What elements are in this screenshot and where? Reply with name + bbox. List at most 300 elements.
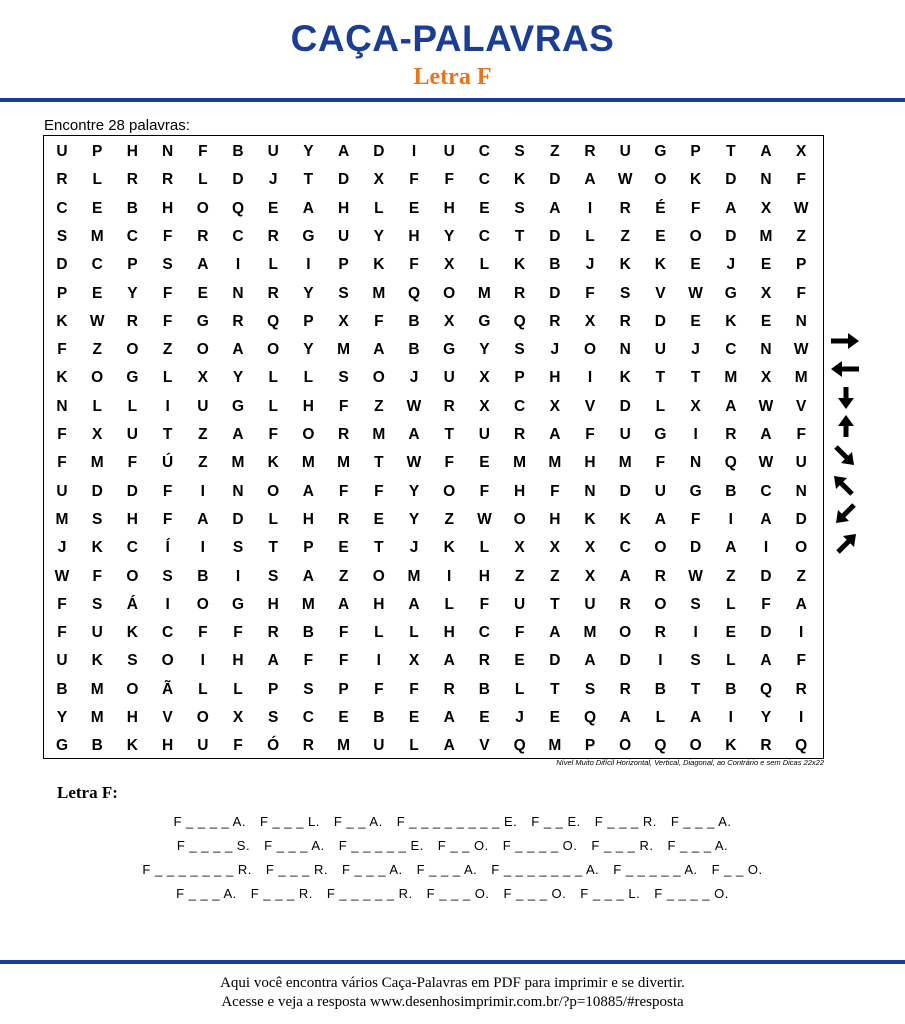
grid-letter: D bbox=[725, 171, 737, 189]
grid-letter: D bbox=[56, 256, 68, 274]
grid-letter: F bbox=[303, 652, 314, 670]
grid-letter: E bbox=[338, 539, 349, 557]
grid-letter: K bbox=[443, 539, 455, 557]
grid-letter: U bbox=[654, 341, 666, 359]
grid-letter: L bbox=[655, 709, 666, 726]
clue-word: F _ _ _ L. bbox=[259, 814, 320, 829]
grid-letter: X bbox=[373, 171, 384, 189]
grid-letter: L bbox=[479, 256, 490, 274]
clue-word: F _ _ _ _ O. bbox=[502, 838, 578, 853]
clue-word: F _ _ O. bbox=[711, 862, 763, 877]
grid-letter: K bbox=[689, 171, 702, 189]
grid-letter: E bbox=[655, 227, 666, 245]
grid-letter: L bbox=[585, 227, 595, 245]
grid-letter: R bbox=[619, 595, 631, 613]
word-search-grid bbox=[43, 135, 824, 759]
arrow-up-right-icon bbox=[828, 531, 862, 555]
grid-letter: S bbox=[584, 680, 596, 698]
grid-letter: P bbox=[690, 143, 701, 160]
clue-word: F _ _ _ R. bbox=[594, 814, 657, 829]
grid-letter: D bbox=[91, 482, 103, 500]
grid-letter: L bbox=[514, 680, 525, 698]
grid-letter: S bbox=[162, 567, 173, 585]
grid-letter: B bbox=[232, 143, 244, 160]
grid-letter: Q bbox=[724, 454, 737, 472]
clue-line bbox=[0, 858, 905, 882]
grid-letter: T bbox=[690, 680, 701, 698]
grid-letter: K bbox=[56, 312, 68, 330]
grid-letter: I bbox=[200, 652, 205, 670]
grid-letter: M bbox=[55, 510, 69, 528]
grid-letter: Y bbox=[56, 709, 68, 726]
grid-letter: S bbox=[620, 284, 631, 302]
clue-word: F _ _ _ A. bbox=[416, 862, 478, 877]
grid-letter: X bbox=[92, 426, 103, 443]
grid-letter: A bbox=[302, 567, 314, 585]
grid-letter: D bbox=[760, 624, 772, 642]
arrow-left-icon bbox=[828, 357, 862, 381]
grid-letter: X bbox=[796, 143, 807, 160]
grid-letter: V bbox=[584, 397, 596, 415]
grid-letter: E bbox=[408, 709, 420, 726]
grid-letter: N bbox=[232, 284, 244, 302]
grid-letter: K bbox=[513, 171, 526, 189]
grid-letter: O bbox=[91, 369, 104, 387]
grid-letter: C bbox=[513, 397, 526, 415]
clue-word: F _ _ _ O. bbox=[426, 886, 490, 901]
grid-letter: G bbox=[478, 312, 491, 330]
grid-letter: N bbox=[795, 482, 807, 500]
grid-letter: M bbox=[337, 454, 351, 472]
grid-letter: M bbox=[583, 624, 597, 642]
grid-letter: N bbox=[760, 171, 772, 189]
grid-letter: A bbox=[302, 199, 314, 217]
grid-letter: U bbox=[126, 426, 138, 443]
grid-letter: Y bbox=[303, 143, 314, 160]
grid-letter: I bbox=[587, 369, 593, 387]
grid-letter: F bbox=[409, 680, 419, 698]
grid-letter: Q bbox=[795, 737, 808, 755]
grid-letter: G bbox=[302, 227, 315, 245]
grid-letter: T bbox=[514, 227, 525, 245]
grid-letter: J bbox=[409, 539, 419, 557]
grid-letter: S bbox=[268, 709, 279, 726]
grid-letter: I bbox=[235, 256, 241, 274]
grid-letter: D bbox=[795, 510, 807, 528]
grid-letter: Z bbox=[620, 227, 630, 245]
grid-letter: I bbox=[200, 539, 205, 557]
grid-letter: I bbox=[728, 510, 733, 528]
grid-letter: A bbox=[197, 510, 209, 528]
grid-letter: P bbox=[338, 680, 349, 698]
grid-letter: É bbox=[655, 199, 666, 217]
grid-letter: A bbox=[619, 567, 631, 585]
grid-letter: M bbox=[90, 227, 104, 245]
grid-letter: O bbox=[689, 227, 702, 245]
grid-letter: O bbox=[443, 482, 456, 500]
grid-letter: N bbox=[760, 341, 772, 359]
grid-letter: D bbox=[232, 171, 244, 189]
grid-letter: S bbox=[338, 284, 349, 302]
grid-letter: I bbox=[447, 567, 452, 585]
grid-letter: K bbox=[584, 510, 596, 528]
grid-letter: A bbox=[760, 510, 772, 528]
grid-letter: D bbox=[337, 171, 350, 189]
grid-letter: T bbox=[550, 680, 560, 698]
grid-letter: I bbox=[587, 199, 593, 217]
grid-letter: A bbox=[654, 510, 666, 528]
grid-letter: R bbox=[619, 199, 631, 217]
grid-letter: P bbox=[127, 256, 138, 274]
grid-letter: D bbox=[619, 482, 631, 500]
grid-letter: B bbox=[126, 199, 138, 217]
grid-letter: K bbox=[91, 652, 103, 670]
grid-letter: G bbox=[654, 143, 667, 160]
grid-letter: A bbox=[725, 539, 737, 557]
grid-letter: A bbox=[267, 652, 279, 670]
grid-letter: F bbox=[444, 171, 454, 189]
grid-letter: P bbox=[584, 737, 596, 755]
grid-letter: D bbox=[619, 397, 631, 415]
grid-letter: A bbox=[689, 709, 702, 726]
grid-letter: P bbox=[56, 284, 68, 302]
grid-letter: P bbox=[514, 369, 525, 387]
grid-letter: X bbox=[444, 256, 455, 274]
grid-letter: A bbox=[337, 595, 350, 613]
grid-letter: R bbox=[232, 312, 244, 330]
grid-letter: O bbox=[654, 595, 667, 613]
grid-letter: C bbox=[760, 482, 772, 500]
grid-letter: Y bbox=[303, 284, 314, 302]
grid-letter: D bbox=[689, 539, 702, 557]
grid-letter: B bbox=[654, 680, 666, 698]
grid-letter: S bbox=[162, 256, 173, 274]
grid-letter: X bbox=[760, 199, 772, 217]
grid-letter: Y bbox=[303, 341, 314, 359]
grid-letter: E bbox=[92, 284, 103, 302]
grid-letter: T bbox=[444, 426, 454, 443]
grid-letter: F bbox=[444, 454, 454, 472]
grid-letter: Q bbox=[267, 312, 280, 330]
grid-letter: D bbox=[619, 652, 631, 670]
grid-letter: M bbox=[372, 426, 386, 443]
grid-letter: L bbox=[409, 624, 419, 642]
grid-letter: K bbox=[513, 256, 526, 274]
grid-letter: F bbox=[233, 624, 243, 642]
grid-letter: F bbox=[127, 454, 138, 472]
grid-letter: S bbox=[268, 567, 279, 585]
grid-letter: A bbox=[373, 341, 385, 359]
grid-letter: J bbox=[691, 341, 700, 359]
grid-letter: C bbox=[232, 227, 244, 245]
clue-word: F _ _ E. bbox=[531, 814, 581, 829]
grid-letter: L bbox=[726, 652, 736, 670]
grid-letter: I bbox=[728, 709, 733, 726]
clue-word: F _ _ A. bbox=[333, 814, 383, 829]
grid-letter: I bbox=[165, 397, 170, 415]
grid-letter: Y bbox=[444, 227, 455, 245]
grid-letter: A bbox=[549, 624, 561, 642]
grid-letter: D bbox=[373, 143, 385, 160]
top-divider bbox=[0, 98, 905, 102]
grid-letter: R bbox=[443, 680, 455, 698]
grid-letter: M bbox=[548, 454, 562, 472]
clue-word: F _ _ _ A. bbox=[667, 838, 729, 853]
grid-letter: U bbox=[56, 143, 68, 160]
grid-letter: K bbox=[725, 737, 737, 755]
grid-letter: S bbox=[338, 369, 349, 387]
grid-letter: V bbox=[796, 397, 807, 415]
grid-letter: U bbox=[56, 652, 68, 670]
grid-letter: Á bbox=[126, 595, 138, 613]
grid-letter: O bbox=[372, 369, 385, 387]
grid-letter: Z bbox=[338, 567, 349, 585]
grid-letter: Q bbox=[654, 737, 667, 755]
grid-letter: G bbox=[654, 426, 667, 443]
grid-letter: U bbox=[654, 482, 666, 500]
grid-letter: M bbox=[794, 369, 808, 387]
grid-letter: X bbox=[584, 567, 596, 585]
grid-letter: F bbox=[268, 426, 278, 443]
grid-letter: C bbox=[478, 143, 490, 160]
grid-letter: F bbox=[338, 397, 349, 415]
grid-letter: P bbox=[303, 539, 314, 557]
clue-word: F _ _ _ A. bbox=[176, 886, 237, 901]
grid-letter: A bbox=[760, 652, 772, 670]
grid-letter: A bbox=[302, 482, 314, 500]
grid-letter: T bbox=[162, 426, 173, 443]
grid-letter: O bbox=[583, 341, 597, 359]
grid-letter: A bbox=[725, 199, 737, 217]
grid-letter: H bbox=[161, 199, 174, 217]
grid-letter: Q bbox=[231, 199, 245, 217]
grid-letter: N bbox=[689, 454, 702, 472]
grid-letter: X bbox=[479, 397, 490, 415]
grid-letter: B bbox=[408, 312, 420, 330]
grid-letter: F bbox=[796, 284, 806, 302]
grid-letter: F bbox=[409, 256, 419, 274]
grid-letter: Q bbox=[583, 709, 597, 726]
grid-letter: B bbox=[56, 680, 68, 698]
footer-line-2: Acesse e veja a resposta www.desenhosimprimir.com.br/?p=10885/#resposta bbox=[221, 994, 684, 1010]
grid-letter: A bbox=[408, 595, 420, 613]
grid-letter: C bbox=[126, 227, 138, 245]
grid-letter: C bbox=[478, 624, 490, 642]
grid-letter: A bbox=[619, 709, 631, 726]
grid-letter: R bbox=[337, 510, 350, 528]
grid-letter: Í bbox=[165, 539, 170, 557]
grid-letter: Z bbox=[444, 510, 454, 528]
grid-letter: O bbox=[619, 624, 632, 642]
grid-letter: K bbox=[619, 369, 631, 387]
grid-letter: A bbox=[760, 426, 772, 443]
grid-letter: D bbox=[126, 482, 138, 500]
clue-word: F _ _ _ _ _ E. bbox=[338, 838, 424, 853]
grid-letter: H bbox=[126, 510, 138, 528]
grid-letter: U bbox=[478, 426, 490, 443]
grid-letter: R bbox=[197, 227, 209, 245]
footer bbox=[0, 974, 905, 1012]
grid-letter: Z bbox=[92, 341, 102, 359]
grid-letter: A bbox=[232, 341, 244, 359]
grid-letter: Z bbox=[514, 567, 525, 585]
grid-letter: Q bbox=[513, 312, 526, 330]
grid-letter: F bbox=[690, 199, 701, 217]
grid-letter: K bbox=[126, 624, 138, 642]
grid-letter: O bbox=[513, 510, 526, 528]
grid-letter: W bbox=[617, 171, 633, 189]
grid-letter: V bbox=[162, 709, 173, 726]
grid-letter: H bbox=[584, 454, 596, 472]
grid-letter: N bbox=[161, 143, 174, 160]
grid-letter: F bbox=[479, 595, 490, 613]
grid-letter: X bbox=[408, 652, 420, 670]
grid-letter: H bbox=[513, 482, 526, 500]
grid-letter: F bbox=[162, 510, 173, 528]
grid-letter: G bbox=[55, 737, 69, 755]
grid-letter: R bbox=[443, 397, 455, 415]
grid-letter: S bbox=[127, 652, 138, 670]
grid-letter: I bbox=[763, 539, 769, 557]
grid-letter: H bbox=[478, 567, 490, 585]
grid-letter: L bbox=[198, 680, 208, 698]
grid-letter: H bbox=[126, 709, 138, 726]
grid-letter: O bbox=[619, 737, 632, 755]
grid-letter: G bbox=[196, 312, 209, 330]
grid-letter: U bbox=[443, 369, 455, 387]
grid-letter: T bbox=[374, 454, 384, 472]
grid-letter: I bbox=[376, 652, 381, 670]
grid-letter: O bbox=[126, 341, 139, 359]
grid-letter: A bbox=[584, 652, 596, 670]
grid-letter: M bbox=[407, 567, 421, 585]
clue-word: F _ _ _ _ O. bbox=[654, 886, 729, 901]
grid-letter: X bbox=[760, 369, 772, 387]
grid-letter: U bbox=[795, 454, 807, 472]
grid-letter: X bbox=[338, 312, 349, 330]
grid-letter: Z bbox=[198, 426, 208, 443]
grid-letter: I bbox=[658, 652, 663, 670]
grid-letter: H bbox=[232, 652, 244, 670]
grid-letter: H bbox=[161, 737, 174, 755]
grid-letter: U bbox=[443, 143, 455, 160]
grid-letter: R bbox=[267, 624, 279, 642]
grid-letter: C bbox=[91, 256, 103, 274]
grid-letter: E bbox=[514, 652, 525, 670]
grid-letter: X bbox=[690, 397, 701, 415]
grid-letter: F bbox=[655, 454, 666, 472]
clue-word: F _ _ _ R. bbox=[265, 862, 328, 877]
grid-letter: T bbox=[268, 539, 278, 557]
clue-word: F _ _ _ L. bbox=[580, 886, 641, 901]
grid-letter: A bbox=[549, 199, 561, 217]
grid-letter: P bbox=[303, 312, 314, 330]
grid-letter: V bbox=[655, 284, 666, 302]
grid-letter: Y bbox=[373, 227, 384, 245]
grid-letter: L bbox=[444, 595, 454, 613]
grid-letter: I bbox=[165, 595, 170, 613]
grid-letter: F bbox=[514, 624, 525, 642]
grid-letter: L bbox=[92, 397, 102, 415]
grid-letter: M bbox=[231, 454, 245, 472]
grid-letter: J bbox=[726, 256, 736, 274]
grid-letter: X bbox=[549, 539, 560, 557]
grid-letter: J bbox=[409, 369, 419, 387]
grid-letter: P bbox=[268, 680, 279, 698]
grid-letter: O bbox=[654, 539, 667, 557]
grid-letter: L bbox=[127, 397, 138, 415]
grid-letter: C bbox=[619, 539, 631, 557]
grid-letter: H bbox=[443, 199, 455, 217]
grid-letter: F bbox=[761, 595, 771, 613]
grid-letter: Z bbox=[796, 227, 806, 245]
grid-letter: M bbox=[337, 341, 351, 359]
grid-letter: I bbox=[411, 143, 417, 160]
grid-letter: E bbox=[479, 199, 490, 217]
grid-letter: X bbox=[760, 284, 772, 302]
grid-letter: C bbox=[161, 624, 174, 642]
grid-letter: U bbox=[91, 624, 103, 642]
bottom-divider bbox=[0, 960, 905, 964]
grid-letter: B bbox=[408, 341, 420, 359]
grid-letter: M bbox=[618, 454, 632, 472]
grid-letter: L bbox=[92, 171, 102, 189]
grid-letter: W bbox=[793, 341, 809, 359]
grid-letter: O bbox=[126, 680, 139, 698]
grid-letter: L bbox=[479, 539, 490, 557]
grid-letter: Z bbox=[726, 567, 736, 585]
grid-letter: I bbox=[693, 624, 698, 642]
grid-letter: C bbox=[725, 341, 737, 359]
grid-letter: Z bbox=[550, 567, 560, 585]
grid-letter: R bbox=[267, 227, 279, 245]
footer-line-1: Aqui você encontra vários Caça-Palavras em PDF para imprimir e se divertir. bbox=[220, 975, 685, 991]
grid-letter: R bbox=[654, 624, 666, 642]
grid-letter: H bbox=[443, 624, 455, 642]
grid-letter: E bbox=[479, 454, 490, 472]
grid-letter: Ã bbox=[161, 680, 174, 698]
grid-letter: X bbox=[549, 397, 560, 415]
grid-letter: R bbox=[619, 312, 631, 330]
grid-letter: U bbox=[337, 227, 350, 245]
grid-letter: F bbox=[338, 624, 349, 642]
grid-letter: S bbox=[92, 510, 103, 528]
grid-letter: A bbox=[337, 143, 350, 160]
grid-letter: E bbox=[549, 709, 560, 726]
grid-letter: S bbox=[303, 680, 314, 698]
clue-line bbox=[0, 810, 905, 834]
clue-word: F _ _ _ A. bbox=[341, 862, 403, 877]
grid-letter: F bbox=[338, 652, 349, 670]
grid-letter: D bbox=[549, 227, 561, 245]
difficulty-note: Nível Muito Difícil Horizontal, Vertical, Diagonal, ao Contrário e sem Dicas 22x22 bbox=[556, 758, 824, 767]
grid-letter: H bbox=[267, 595, 279, 613]
grid-letter: B bbox=[725, 482, 737, 500]
grid-letter: M bbox=[548, 737, 562, 755]
grid-letter: B bbox=[373, 709, 385, 726]
clue-word: F _ _ _ _ _ _ _ A. bbox=[491, 862, 600, 877]
grid-letter: S bbox=[92, 595, 103, 613]
grid-letter: E bbox=[338, 709, 349, 726]
grid-letter: E bbox=[760, 256, 772, 274]
grid-letter: T bbox=[550, 595, 560, 613]
grid-letter: H bbox=[408, 227, 420, 245]
grid-letter: F bbox=[92, 567, 102, 585]
grid-letter: A bbox=[443, 709, 455, 726]
grid-letter: U bbox=[373, 737, 385, 755]
page-title: CAÇA-PALAVRAS bbox=[290, 18, 615, 59]
grid-letter: K bbox=[373, 256, 385, 274]
